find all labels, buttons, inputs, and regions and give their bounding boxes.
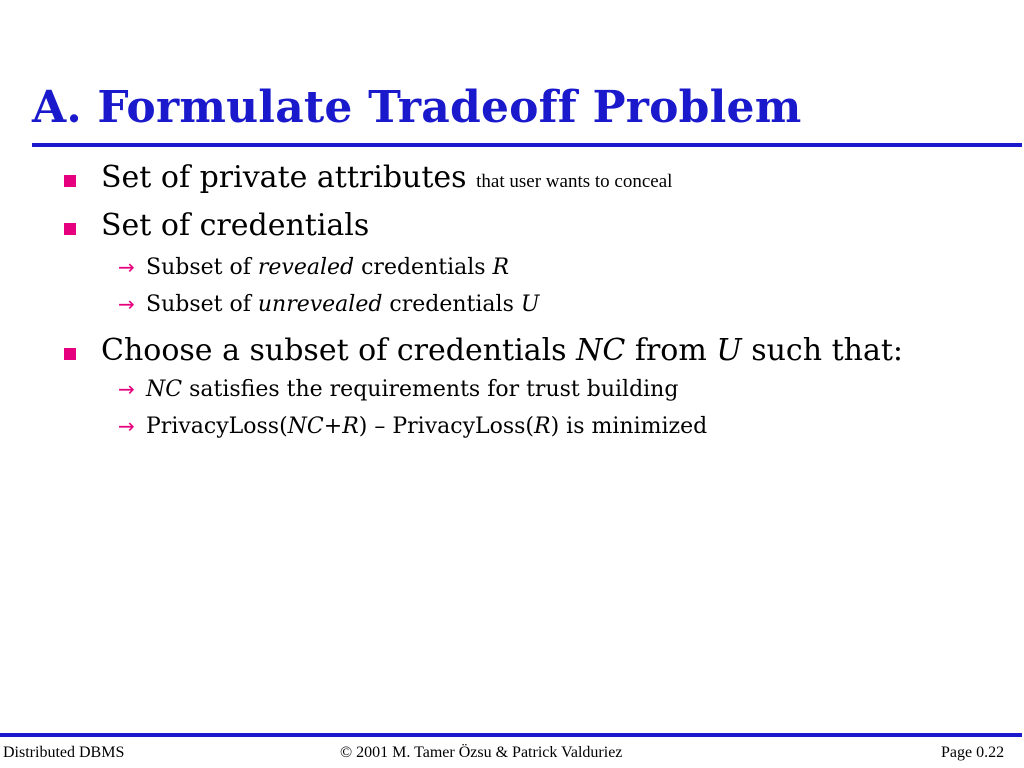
arrow-right-icon: → — [118, 377, 135, 401]
variable: NC — [146, 377, 183, 402]
variable: R — [342, 414, 359, 439]
variable: U — [716, 333, 742, 368]
text-part: Choose a subset of credentials — [101, 333, 577, 368]
arrow-right-icon: → — [118, 255, 135, 279]
variable: R — [534, 414, 551, 439]
text-part: such that: — [741, 333, 903, 368]
footer-page-number: Page 0.22 — [941, 744, 1005, 761]
text-part: credentials — [382, 292, 521, 317]
subbullet-text — [146, 292, 539, 317]
text-part: + — [323, 414, 343, 439]
square-bullet-icon — [64, 348, 76, 360]
footer-divider — [0, 733, 1022, 737]
footer-copyright: © 2001 M. Tamer Özsu & Patrick Valduriez — [340, 744, 623, 761]
text-part: satisfies the requirements for trust building — [182, 377, 679, 402]
variable: R — [492, 255, 510, 280]
footer-course-name: Distributed DBMS — [3, 744, 125, 761]
bullet-text — [101, 160, 672, 195]
slide-title: A. Formulate Tradeoff Problem — [32, 82, 802, 133]
square-bullet-icon — [64, 223, 76, 235]
text-part: PrivacyLoss( — [146, 414, 288, 439]
text-part: Subset of — [146, 292, 258, 317]
arrow-right-icon: → — [118, 414, 135, 438]
bullet-small-text: that user wants to conceal — [476, 171, 673, 192]
text-part: ) – PrivacyLoss( — [358, 414, 535, 439]
variable: U — [520, 292, 540, 317]
text-part: Subset of — [146, 255, 258, 280]
text-part: credentials — [354, 255, 493, 280]
subbullet-text — [146, 377, 678, 402]
title-divider — [32, 143, 1022, 147]
bullet-text — [101, 333, 903, 368]
variable: NC — [576, 333, 626, 368]
square-bullet-icon — [64, 175, 76, 187]
text-part: from — [625, 333, 717, 368]
text-part: ) is minimized — [550, 414, 708, 439]
bullet-main-text: Set of private attributes — [101, 160, 467, 195]
subbullet-text — [146, 255, 509, 280]
bullet-text: Set of credentials — [101, 208, 370, 243]
variable: NC — [287, 414, 324, 439]
emphasis: revealed — [257, 255, 355, 280]
subbullet-text — [146, 414, 707, 439]
emphasis: unrevealed — [257, 292, 383, 317]
arrow-right-icon: → — [118, 292, 135, 316]
